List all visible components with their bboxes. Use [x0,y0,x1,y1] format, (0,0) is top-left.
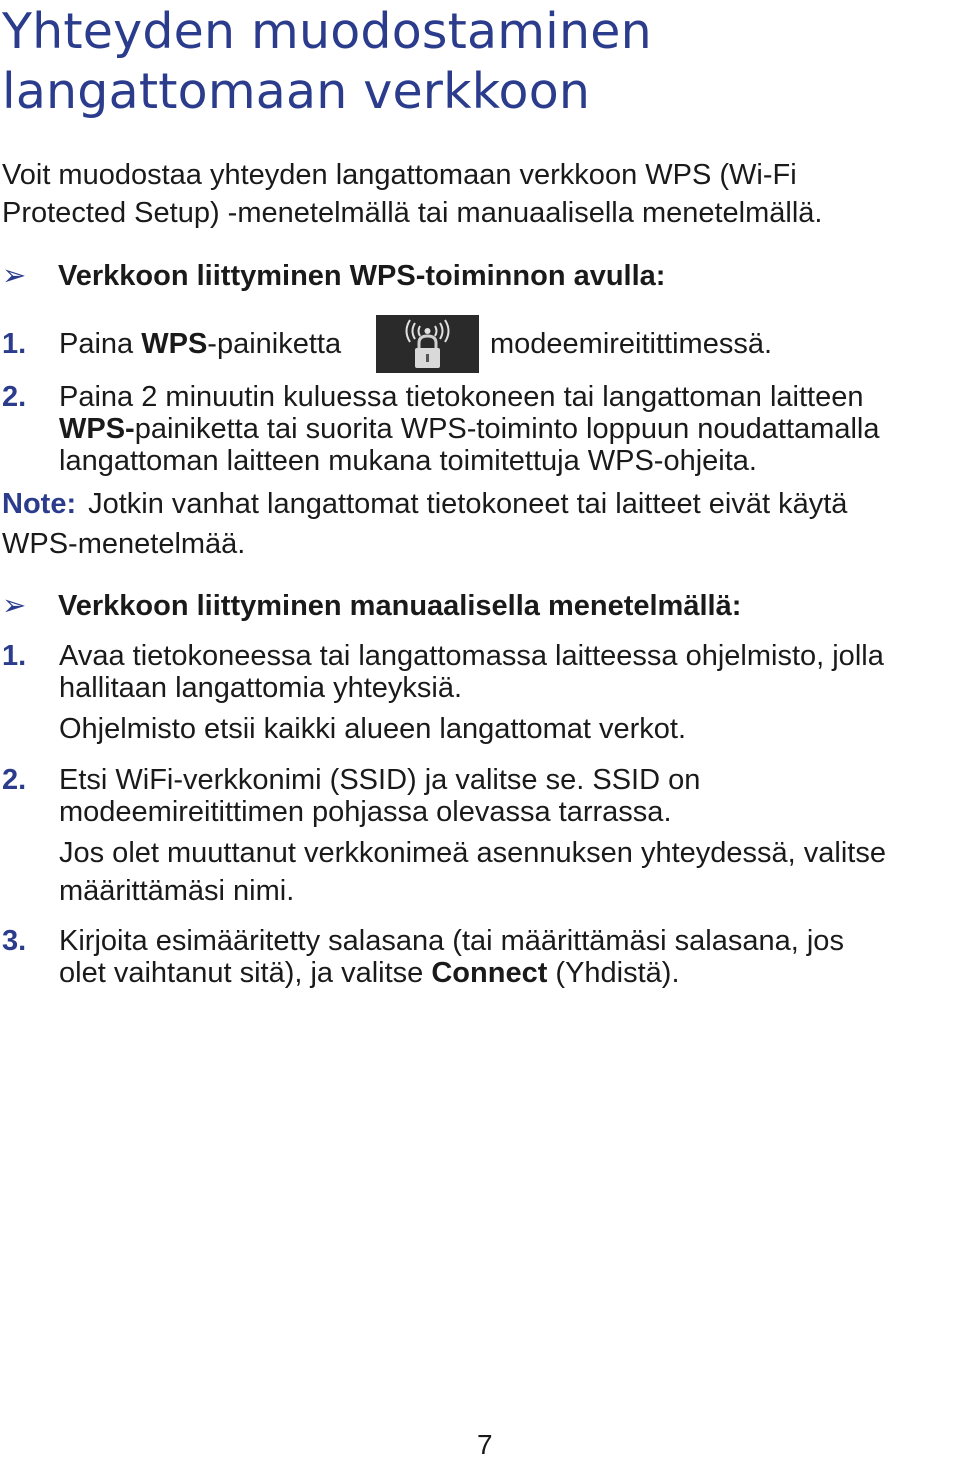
intro-line-2: Protected Setup) -menetelmällä tai manuaalisella menetelmällä. [2,197,823,229]
note-block [2,484,847,564]
manual-heading-text: Verkkoon liittyminen manuaalisella menetelmällä: [58,590,742,622]
step-line-3: langattoman laitteen mukana toimitettuja WPS-ohjeita. [59,445,757,477]
step-line-1: Kirjoita esimääritetty salasana (tai määrittämäsi salasana, jos [59,925,844,957]
page-title: Yhteyden muodostaminen langattomaan verkkoon [2,3,652,120]
step-number: 1. [2,328,27,360]
manual-section-heading [2,588,741,624]
intro-paragraph [2,156,822,232]
wps-heading-text: Verkkoon liittyminen WPS-toiminnon avulla: [58,260,666,292]
step-line-1: Paina 2 minuutin kuluessa tietokoneen tai langattoman laitteen [59,381,864,413]
step-number: 2. [2,381,27,413]
step-number: 1. [2,640,27,672]
manual-step-2-sub-2: määrittämäsi nimi. [59,875,295,907]
note-line-2: WPS-menetelmää. [2,528,246,560]
step-line-2 [59,413,879,445]
step-line-2-pre: olet vaihtanut sitä), ja valitse [59,957,432,989]
note-line-1: Jotkin vanhat langattomat tietokoneet tai laitteet eivät käytä [88,488,848,520]
step-number: 3. [2,925,27,957]
step-line-2-post: (Yhdistä). [547,957,680,989]
arrow-bullet-icon: ➢ [2,260,27,292]
step-text-pre: Paina [59,328,142,360]
step-line-2: modeemireitittimen pohjassa olevassa tarrassa. [59,796,672,828]
page-number: 7 [477,1429,493,1460]
step-text [59,328,341,360]
wps-section-heading [2,258,665,294]
step-line-1: Avaa tietokoneessa tai langattomassa laitteessa ohjelmisto, jolla [59,640,884,672]
wps-lock-icon [376,315,479,373]
step-line-2-rest: painiketta tai suorita WPS-toiminto loppuun noudattamalla [134,413,880,445]
step-line-2: hallitaan langattomia yhteyksiä. [59,672,463,704]
step-text-after-icon: modeemireitittimessä. [490,328,773,360]
manual-step-2-sub-1: Jos olet muuttanut verkkonimeä asennuksen yhteydessä, valitse [59,837,886,869]
step-line-1: Etsi WiFi-verkkonimi (SSID) ja valitse se. SSID on [59,764,701,796]
manual-step-1-sub: Ohjelmisto etsii kaikki alueen langattomat verkot. [59,713,687,745]
step-line-2-bold: WPS- [59,413,135,445]
arrow-bullet-icon: ➢ [2,590,27,622]
step-text-bold: WPS [141,328,208,360]
step-line-2 [59,957,680,989]
step-text-post: -painiketta [207,328,342,360]
connect-term: Connect [431,957,548,989]
note-label: Note: [2,488,77,520]
intro-line-1: Voit muodostaa yhteyden langattomaan verkkoon WPS (Wi-Fi [2,159,797,191]
step-number: 2. [2,764,27,796]
